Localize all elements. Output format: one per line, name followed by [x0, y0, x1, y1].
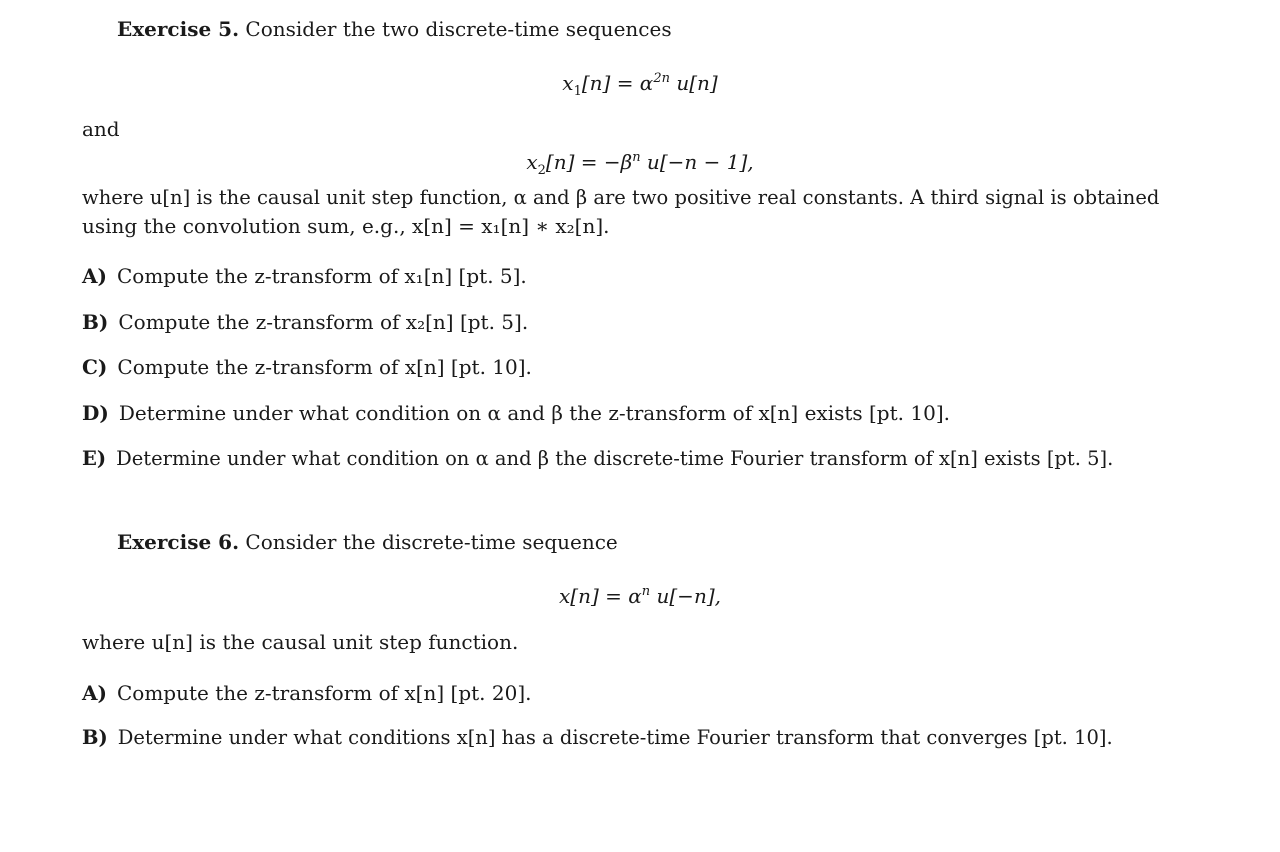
item-label: C) — [82, 355, 108, 379]
item-label: A) — [82, 681, 107, 705]
exercise-5-item-c — [82, 355, 532, 379]
item-text: Determine under what condition on α and β the discrete-time Fourier transform of x[n] exists [pt. 5]. — [116, 447, 1114, 470]
item-label: A) — [82, 264, 107, 288]
exercise-6-item-b — [82, 726, 1113, 750]
item-text: Compute the z-transform of x[n] [pt. 20]. — [116, 681, 532, 705]
exercise-5-item-a — [82, 264, 527, 288]
eq-x2-rhs: u[−n − 1], — [640, 150, 754, 174]
eq-x1-var: x — [562, 71, 574, 95]
eq-x1-rhs: u[n] — [669, 71, 718, 95]
exercise-6-intro: Consider the discrete-time sequence — [245, 530, 618, 554]
item-text: Compute the z-transform of x[n] [pt. 10]. — [117, 355, 532, 379]
exercise-5-heading — [117, 17, 672, 41]
item-label: E) — [82, 447, 107, 470]
exercise-6-heading — [117, 530, 618, 554]
equation-x2 — [0, 146, 1280, 183]
eq-x2-var: x — [526, 150, 538, 174]
eq-x-lhs: x[n] = α — [559, 584, 642, 608]
exercise-6-paragraph: where u[n] is the causal unit step function. — [82, 630, 519, 654]
eq-x2-arg: [n] = −β — [545, 150, 633, 174]
exercise-5-intro: Consider the two discrete-time sequences — [245, 17, 672, 41]
exercise-5-item-b — [82, 310, 528, 334]
exercise-5-label: Exercise 5. — [117, 17, 240, 41]
eq-x2-sub: 2 — [537, 163, 546, 178]
eq-x-rhs: u[−n], — [650, 584, 721, 608]
eq-x1-arg: [n] = α — [581, 71, 654, 95]
exercise-5-paragraph-line-1: where u[n] is the causal unit step function, α and β are two positive real constants. A third signal is obtained — [82, 186, 1160, 209]
exercise-6-item-a — [82, 681, 532, 705]
equation-x1 — [0, 67, 1280, 104]
item-label: D) — [82, 401, 109, 425]
item-text: Compute the z-transform of x₁[n] [pt. 5]. — [116, 264, 527, 288]
item-label: B) — [82, 310, 109, 334]
exercise-5-item-d — [82, 401, 950, 425]
item-label: B) — [82, 726, 108, 749]
eq-x-exponent: n — [641, 584, 651, 599]
eq-x2-exponent: n — [632, 150, 641, 165]
exercise-5-item-e — [82, 447, 1113, 471]
item-text: Determine under what condition on α and β the z-transform of x[n] exists [pt. 10]. — [118, 401, 950, 425]
equation-x — [0, 580, 1280, 608]
eq-x1-sub: 1 — [573, 84, 582, 99]
exercise-6-label: Exercise 6. — [117, 530, 240, 554]
item-text: Determine under what conditions x[n] has a discrete-time Fourier transform that converges [pt. 10]. — [117, 726, 1113, 749]
and-word: and — [82, 117, 120, 141]
exercise-5-paragraph-line-2: using the convolution sum, e.g., x[n] = x₁[n] ∗ x₂[n]. — [82, 214, 610, 238]
eq-x1-exponent: 2n — [653, 71, 670, 86]
item-text: Compute the z-transform of x₂[n] [pt. 5]. — [118, 310, 529, 334]
